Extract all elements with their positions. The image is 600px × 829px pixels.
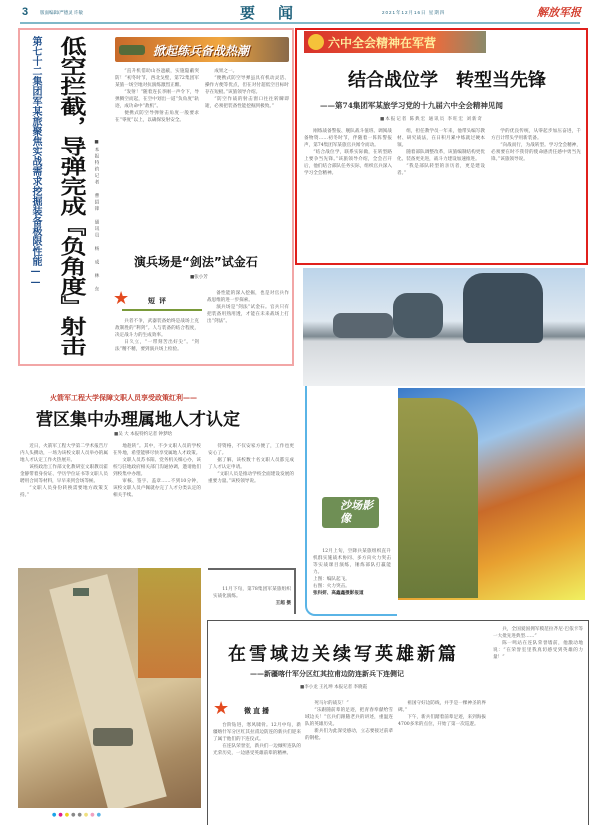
- commentary-rule: [122, 309, 202, 311]
- paragraph: 成果之一。: [214, 69, 238, 74]
- paragraph: 据了解，该校数十名文职人员都完成了人才认定申请。: [208, 458, 294, 470]
- star-icon: ★: [113, 288, 130, 309]
- feature-col1: [304, 128, 392, 260]
- paragraph: 新兵们为此深受感动，立志要接过前辈的钢枪。: [305, 729, 393, 741]
- paragraph: 台阶钻进，寒风啸骨。12月中旬，新疆喀什军分区红其拉甫边防连的新兵们迎来了属于他们的下连仪式。: [213, 723, 301, 742]
- banner-text: 掀起练兵备战热潮: [153, 44, 250, 58]
- caption-bottom: 右图：火力突击。: [313, 584, 350, 589]
- paragraph: 地趁转”。其中，不少文职人员的学校在外地，希望能够尽快享受属地人才政策。: [113, 444, 201, 456]
- photo-credit: 王超 摄: [275, 601, 291, 606]
- paragraph: 兵者不争，武器装备始终是战场上克敌制胜的“利剑”。人与装备的结合程度，决定战斗力的生成效率。: [115, 319, 199, 338]
- paragraph: “防空作战的射击窗口往往转瞬即逝，必须把装备性能挖掘到极致。”: [205, 97, 289, 109]
- story2-byline: ■吴 大 本报特约记者 钟梦晗: [114, 432, 173, 437]
- caption-top: 上图：编队起飞。: [313, 577, 350, 582]
- photo-credit: 张科妍、高鑫鑫摄影报道: [313, 591, 364, 596]
- paragraph: “我是部队转型的亲历者，更是建设者。”: [397, 164, 485, 176]
- story3-col2: [305, 700, 393, 822]
- paragraph: “文职人员身份转换需要地方政策支持。”: [20, 486, 108, 498]
- paragraph: “结合战位学，联系实际做，在转型路上要争当先锋。”该旅领导介绍，全会召开后，他们结合部队任务实际，组织官兵深入学习全会精神。: [304, 150, 392, 176]
- paragraph: 祖国守好边防线，并手是一棵神圣的界碑。”: [398, 701, 486, 713]
- feature-col3: [491, 128, 581, 260]
- story3-headline: 在雪域边关续写英雄新篇: [228, 644, 459, 665]
- photo-feature-badge: 沙场影像: [322, 497, 379, 528]
- caption-text: 11月下旬，第78集团军某旅组织实战化演练。: [213, 587, 291, 599]
- paragraph: “文职人员是推动学校全面建设发展的重要力量。”该校领导说。: [208, 472, 294, 484]
- story3-byline: ■李小龙 王礼坤 本报记者 李晓霞: [300, 685, 368, 690]
- tank-column-photo: [18, 568, 201, 808]
- left-story-kicker: 第七十二集团军某旅聚焦实战需求挖掘装备极限性能——: [30, 36, 41, 288]
- commentary-label: 短评: [148, 297, 170, 305]
- paragraph: 该校政治工作部文化教研室文职教员霍金静带着身份证、学历学位证书等文职人员聘用合同等材料，早早来到会场等候。: [20, 465, 108, 484]
- editors: 版面编辑/严德灵 许敏: [40, 10, 83, 15]
- paragraph: 死马尔的战友！”: [314, 701, 349, 706]
- helicopter-fire-photo: [398, 388, 585, 600]
- paragraph: “乐跟随前辈的足迹，把青春奉献给雪域边关！”官兵们跟随老兵的讲述，重温连队的英雄历史。: [305, 708, 393, 727]
- story3-col3: [398, 700, 486, 822]
- helicopter-lineup-photo: [303, 268, 585, 386]
- left-story-headline: 低空拦截，导弹完成『负角度』射击: [55, 36, 88, 356]
- paragraph: 兵，全国爱国拥军模范拉齐尼·巴依卡等一大批先进典型……”: [493, 627, 583, 639]
- date: 2021年12月16日 星期四: [382, 10, 446, 15]
- paragraph: “发射！”随着连长李刚一声令下，导弹腾空而起，在空中划出一道“负角度”轨迹，成功命中“敌机”。: [115, 90, 199, 109]
- commentary-headline: 演兵场是“剑法”试金石: [134, 255, 258, 269]
- paragraph: 近日，火箭军工程大学第二学术报告厅内人头攒动，一场为该校文职人员举办的属地人才认定工作火热展开。: [20, 444, 108, 463]
- paragraph: 组，担任教学员一年来，他带头编写教材、研究战法，在日积月累中练就过硬本领。: [397, 129, 485, 148]
- tank-icon: [119, 45, 145, 55]
- paragraph: 刚练战备警报、舰队战斗值班、调阅战备物资……初冬时节，伴随着一阵阵警报声，第74集团军某旅官兵闻令而动。: [304, 129, 392, 148]
- story3-col4: [493, 626, 583, 822]
- left-story-banner: [115, 37, 289, 62]
- feature-col2: [397, 128, 485, 260]
- feature-banner: [304, 31, 486, 53]
- header-divider: [20, 22, 580, 24]
- page-number: 3: [22, 6, 29, 18]
- story2-col1: [20, 443, 108, 563]
- paragraph: 审核、签字、盖章……不到10分钟，该校文职人员卢佩就办完了人才分类认定的相关手续。: [113, 479, 201, 498]
- story2-headline: 营区集中办理属地人才认定: [36, 410, 240, 430]
- banner-text: 六中全会精神在军营: [328, 36, 437, 50]
- commentary-col1: [115, 318, 199, 362]
- left-story-col2: [205, 68, 289, 228]
- paragraph: 日久立，“一带刻苦出好尖”。“剑法”精不精，要到演兵场上检验。: [115, 340, 199, 352]
- paragraph: 备性能的深入挖掘，也是对官兵作战思维的进一步探索。: [207, 291, 289, 303]
- paragraph: 学的优良传统，从零起步加压奋进，千方百计带头学用新装备。: [491, 129, 581, 141]
- feature-byline: ■本报记者 陈典宏 通讯员 李旺宏 刘新奇: [380, 117, 483, 122]
- photo-caption: [313, 548, 391, 618]
- tank: [93, 728, 133, 746]
- commentary-byline: ■张小芳: [190, 275, 208, 280]
- small-photo-caption: [213, 586, 291, 610]
- paragraph: “直升机借助山谷遮蔽，实施隐蔽突防！”初冬时节，西北戈壁，第72集团军某旅一场空地对抗演练激烈正酣。: [115, 69, 199, 88]
- paragraph: 下午，新兵们踏着前辈足迹，来到海拔4700多米的点位，开始了第一次巡逻。: [398, 715, 486, 727]
- paragraph: 待资格，不仅安家方便了，工作也更安心了。: [208, 444, 294, 456]
- masthead-logo: 解放军报: [537, 6, 581, 19]
- story2-kicker: 火箭军工程大学保障文职人员享受政策红利——: [50, 394, 197, 402]
- paragraph: “向战而行，为战转型。学习全会精神，必须要在时不我待的使命感责任感中勇当先锋。”该旅领导说。: [491, 143, 581, 162]
- section-title: 要 闻: [240, 4, 298, 22]
- story2-col2: [113, 443, 201, 563]
- story3-subtitle: ——新疆喀什军分区红其拉甫边防连新兵下连侧记: [250, 669, 404, 678]
- caption-text: 12月上旬，空降兵某旅组织直升机群实施战术协同、多方向火力突击等实战课目演练，锤炼部队打赢能力。: [313, 549, 391, 575]
- print-color-marks: ●●●●●●●●: [52, 812, 103, 818]
- star-icon: ★: [213, 698, 230, 719]
- story3-col1: [213, 722, 301, 822]
- paragraph: 文职人员苏书阳、党务机关细心办，该校与驻地政府相关部门沟通协调，邀请他们到校集中办理。: [113, 458, 201, 477]
- story2-col3: [208, 443, 294, 563]
- tank: [73, 588, 89, 596]
- feature-subtitle: ——第74集团军某旅学习党的十九届六中全会精神见闻: [320, 101, 503, 110]
- left-story-byline: ■本报特约记者 曹绍锋 通讯员 杨 成 林 东: [94, 140, 99, 293]
- party-emblem-icon: [308, 34, 324, 50]
- commentary-col2: [207, 290, 289, 362]
- paragraph: 便携式防空导弹射击角度一般要求在“零度”以上，以确保发射安全。: [115, 111, 199, 123]
- paragraph: 在连队荣誉室，新兵们一边倾听连队的光荣历史，一边感受英雄前辈的精神。: [213, 744, 301, 756]
- paragraph: “便携式防空导弹虽具有机动灵活、操作方便等优点，但在对付超低空目标时存在短板。”该旅领导介绍。: [205, 76, 289, 95]
- paragraph: 随着部队调整改革，该旅编制结构更优化、装备更先进，战斗力建设加速推进。: [397, 150, 485, 162]
- left-story-col1: [115, 68, 199, 228]
- paragraph: 陈一鸣站在连队荣誉墙前，他激动地说：“在荣誉室里我真切感受到英雄的力量！”: [493, 641, 583, 660]
- story3-label: 微直播: [244, 707, 271, 715]
- feature-headline: 结合战位学 转型当先锋: [348, 70, 546, 91]
- paragraph: 演兵场是“剑法”试金石。官兵只有把装备用熟用透，才能在未来战场上打出“剑法”。: [207, 305, 289, 324]
